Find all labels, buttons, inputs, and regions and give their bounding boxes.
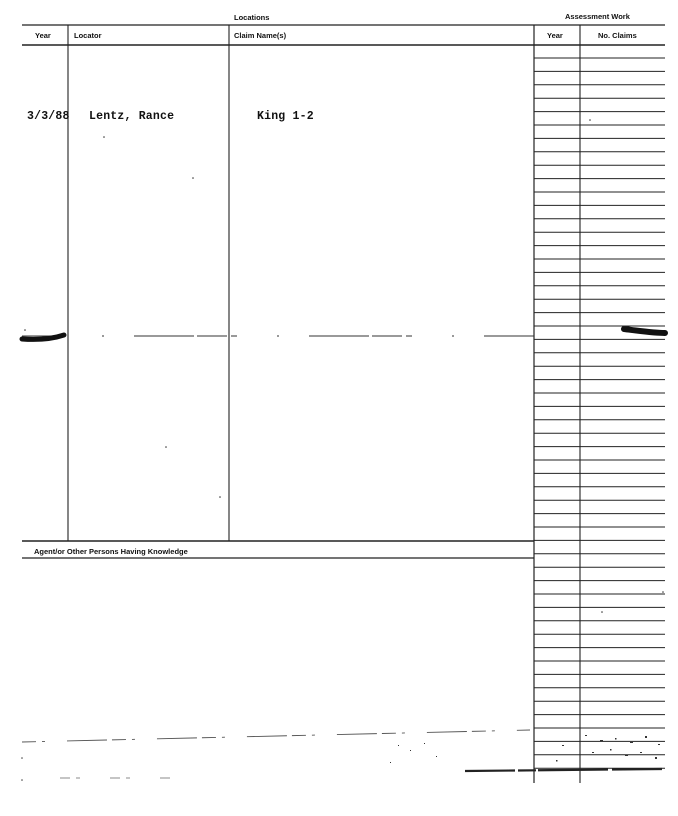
assessment-work-heading: Assessment Work bbox=[565, 12, 630, 21]
locations-heading: Locations bbox=[234, 13, 270, 22]
column-header-year: Year bbox=[35, 31, 51, 40]
entry-year: 3/3/88 bbox=[27, 110, 70, 123]
agent-heading: Agent/or Other Persons Having Knowledge bbox=[34, 547, 188, 556]
column-header-locator: Locator bbox=[74, 31, 102, 40]
column-header-no-claims: No. Claims bbox=[598, 31, 637, 40]
column-header-claim-names: Claim Name(s) bbox=[234, 31, 287, 40]
column-header-assessment-year: Year bbox=[547, 31, 563, 40]
entry-claim-names: King 1-2 bbox=[257, 110, 314, 123]
entry-locator: Lentz, Rance bbox=[89, 110, 175, 123]
